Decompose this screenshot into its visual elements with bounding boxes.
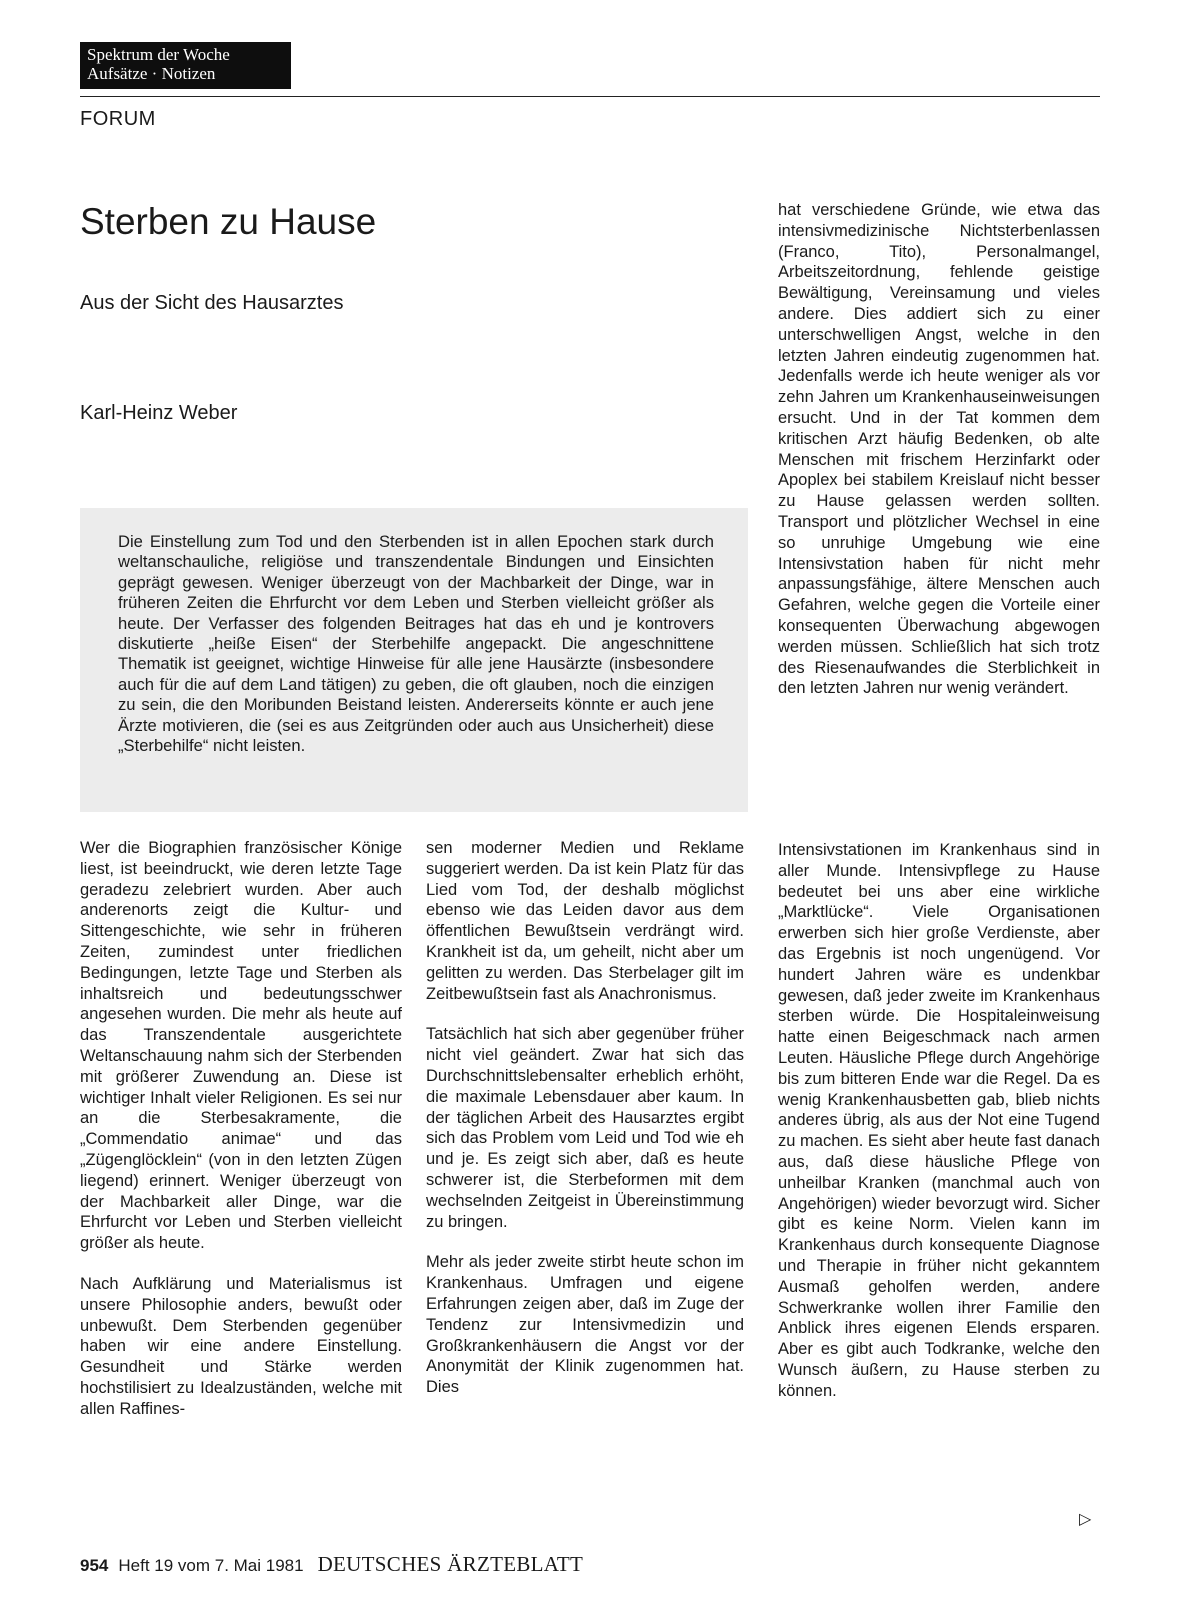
badge-line-2: Aufsätze · Notizen <box>87 64 216 83</box>
continue-arrow-icon: ▷ <box>1079 1511 1092 1528</box>
lead-box <box>80 508 748 812</box>
badge-line-1: Spektrum der Woche <box>87 45 230 64</box>
body-paragraph: Nach Aufklärung und Materialismus ist unsere Philosophie anders, bewußt oder unbewußt. Dem Sterbenden gegenüber haben wir eine andere Einstellung. Gesundheit und Stärke werden hochstilisiert zu Idealzuständen, welche mit allen Raffines- <box>80 1274 402 1418</box>
body-paragraph: Intensivstationen im Krankenhaus sind in aller Munde. Intensivpflege zu Hause bedeutet bei uns aber eine wirkliche „Marktlücke“. Viele Organisationen erwerben sich hier große Verdienste, aber das Ergebnis ist noch ungenügend. Vor hundert Jahren wäre es undenkbar gewesen, daß jeder zweite im Krankenhaus sterben würde. Die Hospitaleinweisung hatte einen Beigeschmack nach armen Leuten. Häusliche Pflege durch Angehörige bis zum bitteren Ende war die Regel. Da es wenig Krankenhausbetten gab, blieb nichts anderes übrig, als aus der Not eine Tugend zu machen. Es sieht aber heute fast danach aus, daß diese häusliche Pflege von unheilbar Kranken (manchmal auch von Angehörigen) wieder bevorzugt wird. Sicher gibt es keine Norm. Vielen kann im Krankenhaus durch konsequente Diagnose und Therapie in früher nicht gekanntem Ausmaß geholfen werden, andere Schwerkranke wollen ihrer Familie den Anblick ihres eigenen Elends ersparen. Aber es gibt auch Todkranke, welche den Wunsch äußern, zu Hause sterben zu können. <box>778 841 1100 1400</box>
journal-name: DEUTSCHES ÄRZTEBLATT <box>317 1552 584 1576</box>
article-author: Karl-Heinz Weber <box>80 402 238 424</box>
section-badge <box>80 42 291 89</box>
article-subtitle: Aus der Sicht des Hausarztes <box>80 292 344 314</box>
body-paragraph: sen moderner Medien und Reklame suggeriert werden. Da ist kein Platz für das Lied vom Tod, der deshalb möglichst ebenso wie das Leiden davor aus dem öffentlichen Bewußtsein verdrängt wird. Krankheit ist da, um geheilt, nicht aber um gelitten zu werden. Das Sterbelager gilt im Zeitbewußtsein fast als Anachronismus. <box>426 839 744 1003</box>
body-column-left <box>80 838 402 1420</box>
header-rule <box>80 96 1100 97</box>
body-paragraph: Mehr als jeder zweite stirbt heute schon im Krankenhaus. Umfragen und eigene Erfahrungen zeigen aber, daß im Zuge der Tendenz zur Intensivmedizin und Großkrankenhäusern die Angst vor der Anonymität der Klinik zugenommen hat. Dies <box>426 1253 744 1397</box>
page-footer <box>80 1552 583 1577</box>
issue-info: Heft 19 vom 7. Mai 1981 <box>118 1556 304 1575</box>
page-number: 954 <box>80 1556 109 1575</box>
body-column-right-top <box>778 200 1100 699</box>
body-column-right-bottom <box>778 840 1100 1402</box>
lead-paragraph: Die Einstellung zum Tod und den Sterbenden ist in allen Epochen stark durch weltanschauliche, religiöse und transzendentale Bindungen und Einsichten geprägt gewesen. Weniger überzeugt von der Machbarkeit der Dinge, war in früheren Zeiten die Ehrfurcht vor dem Leben und Sterben vielleicht größer als heute. Der Verfasser des folgenden Beitrages hat das eh und je kontrovers diskutierte „heiße Eisen“ der Sterbehilfe angepackt. Die angeschnittene Thematik ist geeignet, wichtige Hinweise für alle jene Hausärzte (insbesondere auch für die auf dem Land tätigen) zu geben, die oft glauben, noch die einzigen zu sein, die den Moribunden Beistand leisten. Andererseits könnte er auch jene Ärzte motivieren, die (sei es aus Zeitgründen oder auch aus Unsicherheit) diese „Sterbehilfe“ nicht leisten. <box>118 532 714 756</box>
section-label: FORUM <box>80 108 156 130</box>
body-paragraph: Tatsächlich hat sich aber gegenüber früher nicht viel geändert. Zwar hat sich das Durchschnittslebensalter erheblich erhöht, die maximale Lebensdauer aber kaum. In der täglichen Arbeit des Hausarztes ergibt sich das Problem vom Leid und Tod wie eh und je. Es zeigt sich aber, daß es heute schwerer ist, die Sterbeformen mit dem wechselnden Zeitgeist in Übereinstimmung zu bringen. <box>426 1025 744 1231</box>
body-paragraph: hat verschiedene Gründe, wie etwa das intensivmedizinische Nichtsterbenlassen (Franco, Tito), Personalmangel, Arbeitszeitordnung, fehlende geistige Bewältigung, Vereinsamung und vieles andere. Dies addiert sich zu einer unterschwelligen Angst, welche in den letzten Jahren eindeutig zugenommen hat. Jedenfalls werde ich heute weniger als vor zehn Jahren um Krankenhauseinweisungen ersucht. Und in der Tat kommen dem kritischen Arzt häufig Bedenken, ob alte Menschen mit frischem Herzinfarkt oder Apoplex bei stabilem Kreislauf nicht besser zu Hause gelassen werden sollten. Transport und plötzlicher Wechsel in eine so unruhige Umgebung wie eine Intensivstation haben für nicht mehr anpassungsfähige, ältere Menschen auch Gefahren, welche gegen die Vorteile einer konsequenten Überwachung abgewogen werden müssen. Schließlich hat sich trotz des Riesenaufwandes die Sterblichkeit in den letzten Jahren nur wenig verändert. <box>778 201 1100 698</box>
body-column-middle <box>426 838 744 1398</box>
article-title: Sterben zu Hause <box>80 201 377 242</box>
body-paragraph: Wer die Biographien französischer Könige liest, ist beeindruckt, wie deren letzte Tage geradezu zelebriert wurden. Aber auch anderenorts zeigt die Kultur- und Sittengeschichte, wie sehr in früheren Zeiten, zumindest unter friedlichen Bedingungen, letzte Tage und Sterben als inhaltsreich und bedeutungsschwer angesehen wurden. Die mehr als heute auf das Transzendentale ausgerichtete Weltanschauung nahm sich der Sterbenden mit größerer Zuwendung an. Diese ist wichtiger Inhalt vieler Religionen. Es sei nur an die Sterbesakramente, die „Commendatio animae“ und das „Zügenglöcklein“ (von in den letzten Zügen liegend) erinnert. Weniger überzeugt von der Machbarkeit aller Dinge, war die Ehrfurcht vor Leben und Sterben vielleicht größer als heute. <box>80 839 402 1253</box>
